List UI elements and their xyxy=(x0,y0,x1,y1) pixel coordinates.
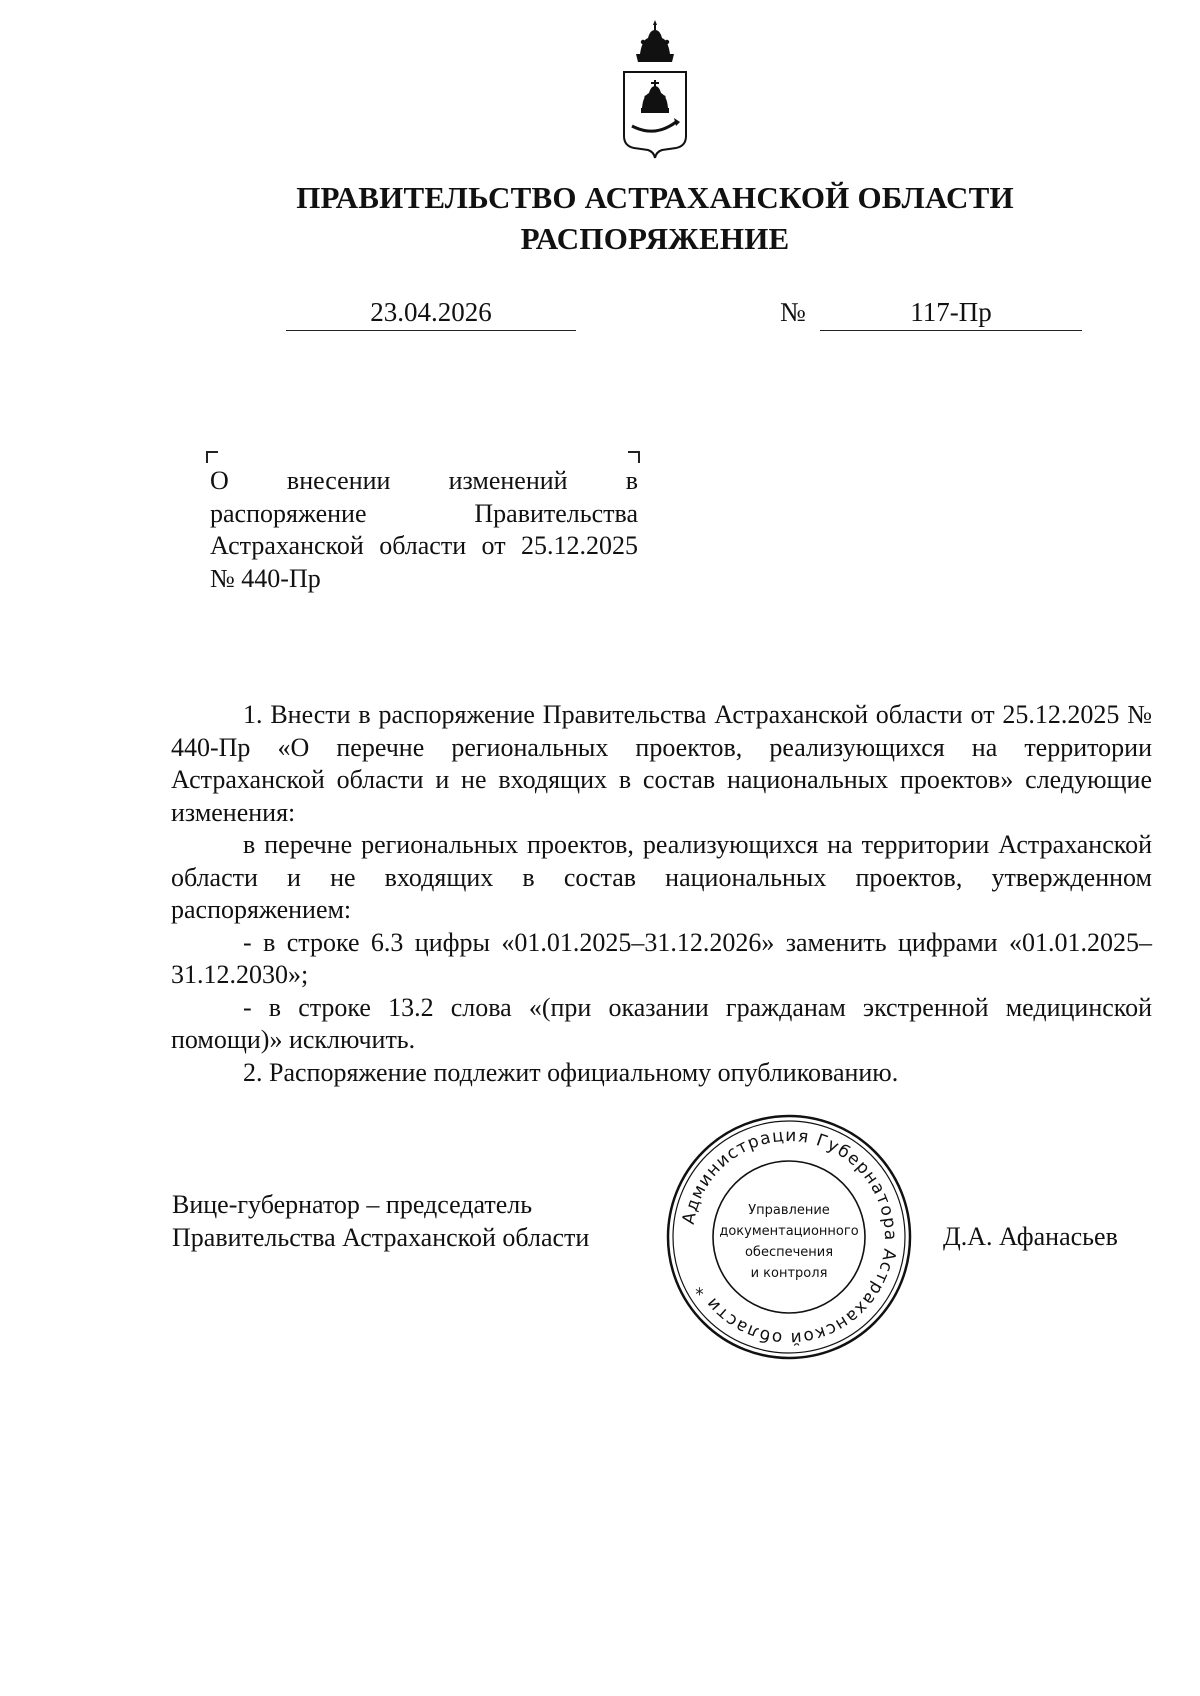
body-paragraph: в перечне региональных проектов, реализующихся на территории Астраханской области и не входящих в состав национальных проектов, утвержденном распоряжением: xyxy=(171,830,1152,924)
body-paragraph: - в строке 13.2 слова «(при оказании гражданам экстренной медицинской помощи)» исключить. xyxy=(171,992,1152,1054)
stamp-center-line: документационного xyxy=(719,1224,859,1239)
signatory-position xyxy=(172,1188,589,1254)
document-body xyxy=(171,699,1152,1089)
body-paragraph: - в строке 6.3 цифры «01.01.2025–31.12.2026» заменить цифрами «01.01.2025–31.12.2030»; xyxy=(171,927,1152,989)
signatory-position-line2: Правительства Астраханской области xyxy=(172,1223,590,1252)
coat-of-arms-icon xyxy=(610,18,700,170)
subject-corner-left xyxy=(206,451,218,463)
document-type: РАСПОРЯЖЕНИЕ xyxy=(520,221,790,256)
body-paragraph: 1. Внести в распоряжение Правительства Астраханской области от 25.12.2025 № 440-Пр «О перечне региональных проектов, реализующихся на территории Астраханской области и не входящих в состав национальных проектов» следующие изменения: xyxy=(171,700,1152,827)
stamp-center-line: Управление xyxy=(748,1203,830,1218)
stamp-ring-text: Администрация Губернатора Астраханской области * xyxy=(678,1125,901,1349)
number-label: № xyxy=(780,297,806,327)
signatory-position-line1: Вице-губернатор – председатель xyxy=(172,1190,533,1219)
stamp-center-line: обеспечения xyxy=(744,1245,834,1260)
document-date: 23.04.2026 xyxy=(286,297,576,331)
document-subject: О внесении изменений в распоряжение Правительства Астраханской области от 25.12.2025 № 440-Пр xyxy=(210,466,638,593)
document-number: 117-Пр xyxy=(820,297,1082,331)
body-paragraph: 2. Распоряжение подлежит официальному опубликованию. xyxy=(243,1057,899,1087)
signatory-name: Д.А. Афанасьев xyxy=(943,1222,1118,1251)
stamp-center-line: и контроля xyxy=(750,1266,828,1281)
official-stamp xyxy=(664,1112,914,1362)
subject-corner-right xyxy=(628,451,640,463)
organization-name: ПРАВИТЕЛЬСТВО АСТРАХАНСКОЙ ОБЛАСТИ xyxy=(296,180,1014,215)
